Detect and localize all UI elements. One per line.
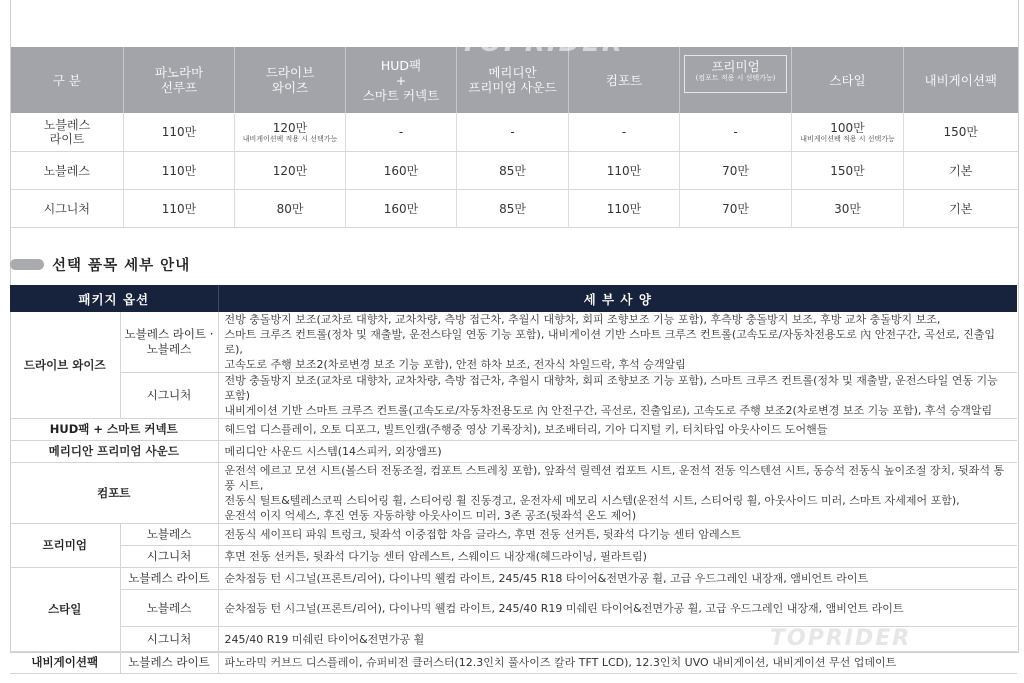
spec-text: 245/40 R19 미쉐린 타이어&전면가공 휠 — [218, 627, 1017, 652]
spec-text: 순차점등 턴 시그널(프론트/리어), 다이나믹 웰컴 라이트, 245/45 R18 타이어&전면가공 휠, 고급 우드그레인 내장재, 앰비언트 라이트 — [218, 568, 1017, 590]
trim-label: 노블레스 — [120, 524, 218, 546]
trim-label: 노블레스 라이트 — [120, 568, 218, 590]
price-cell: - — [680, 113, 792, 152]
package-name-hud: HUD팩 + 스마트 커넥트 — [10, 419, 218, 441]
spec-text: 후면 전동 선커튼, 뒷좌석 다기능 센터 암레스트, 스웨이드 내장재(헤드라이닝, 필라트림) — [218, 546, 1017, 568]
spec-text: 메리디안 사운드 시스템(14스피커, 외장앰프) — [218, 441, 1017, 463]
header-premium — [680, 47, 792, 113]
spec-text: 전방 충돌방지 보조(교차로 대향차, 교차차량, 측방 접근차, 추월시 대향차, 회피 조향보조 기능 포함), 스마트 크루즈 컨트롤(정차 및 재출발, 운전스타일 연동 기능 포함) 내비게이션 기반 스마트 크루즈 컨트롤(고속도로/자동차전용도로 內 안전구간, 곡선로, 진출입로), 고속도로 주행 보조2(차로변경 보조 기능 포함), 후석 승객알림 — [218, 373, 1017, 419]
price-cell: 85만 — [457, 190, 569, 228]
header-premium-label: 프리미엄 — [711, 59, 760, 74]
price-row-signature — [11, 190, 1018, 228]
price-cell: 기본 — [904, 190, 1018, 228]
section-heading — [10, 254, 190, 275]
header-comfort: 컴포트 — [569, 47, 680, 113]
spec-text: 전동식 세이프티 파워 트렁크, 뒷좌석 이중접합 차음 글라스, 후면 전동 선커튼, 뒷좌석 다기능 센터 암레스트 — [218, 524, 1017, 546]
spec-text: 순차점등 턴 시그널(프론트/리어), 다이나믹 웰컴 라이트, 245/40 R19 미쉐린 타이어&전면가공 휠, 고급 우드그레인 내장재, 앰비언트 라이트 — [218, 590, 1017, 627]
watermark-bottom: TOPRIDER — [770, 626, 912, 651]
package-name-drive-wise: 드라이브 와이즈 — [10, 312, 120, 419]
price-cell: 기본 — [904, 152, 1018, 190]
price-cell — [792, 113, 904, 152]
price-cell: - — [346, 113, 457, 152]
spec-text: 헤드업 디스플레이, 오토 디포그, 빌트인캠(주행중 영상 기록장치), 보조배터리, 기아 디지털 키, 터치타입 아웃사이드 도어핸들 — [218, 419, 1017, 441]
header-style: 스타일 — [792, 47, 904, 113]
price-cell: 160만 — [346, 152, 457, 190]
header-meridian-sound: 메리디안 프리미엄 사운드 — [457, 47, 569, 113]
detail-row-premium-1 — [10, 524, 1017, 546]
spec-text: 파노라믹 커브드 디스플레이, 슈퍼비전 클러스터(12.3인치 풀사이즈 칼라 TFT LCD), 12.3인치 UVO 내비게이션, 내비게이션 무선 업데이트 — [218, 652, 1017, 674]
watermark: TOPRIDER — [460, 28, 624, 58]
detail-row-drive-wise-2 — [10, 373, 1017, 419]
header-navigation-pack: 내비게이션팩 — [904, 47, 1018, 113]
detail-row-hud — [10, 419, 1017, 441]
price-note: 내비게이션팩 적용 시 선택가능 — [242, 134, 338, 143]
section-title: 선택 품목 세부 안내 — [52, 258, 191, 274]
option-detail-table — [10, 285, 1017, 674]
price-cell: 150만 — [904, 113, 1018, 152]
detail-row-style-2 — [10, 590, 1017, 627]
header-spec: 세 부 사 양 — [218, 285, 1017, 312]
price-cell: - — [457, 113, 569, 152]
header-category: 구 분 — [11, 47, 124, 113]
trim-label: 노블레스 라이트 — [120, 652, 218, 674]
spec-text: 운전석 에르고 모션 시트(볼스터 전동조절, 컴포트 스트레칭 포함), 앞좌석 릴렉션 컴포트 시트, 운전석 전동 익스텐션 시트, 동승석 전동식 높이조절 장치, 뒷좌석 통풍 시트, 전동식 틸트&텔레스코픽 스티어링 휠, 스티어링 휠 진동경고, 운전자세 메모리 시스템(운전석 시트, 스티어링 휠, 아웃사이드 미러, 스마트 자세제어 포함), 운전석 이지 억세스, 후진 연동 자동하향 아웃사이드 미러, 3존 공조(뒷좌석 온도 제어) — [218, 463, 1017, 524]
price-row-noblesse-light — [11, 113, 1018, 152]
trim-cell: 노블레스 라이트 — [11, 113, 124, 152]
header-package-option: 패키지 옵션 — [10, 285, 218, 312]
price-cell: 70만 — [680, 152, 792, 190]
package-name-comfort: 컴포트 — [10, 463, 218, 524]
header-premium-note: (컴포트 적용 시 선택가능) — [695, 74, 776, 82]
detail-row-meridian — [10, 441, 1017, 463]
price-cell: 30만 — [792, 190, 904, 228]
trim-label: 노블레스 — [120, 590, 218, 627]
package-name-premium: 프리미엄 — [10, 524, 120, 568]
trim-cell: 노블레스 — [11, 152, 124, 190]
detail-row-comfort — [10, 463, 1017, 524]
option-price-table — [10, 47, 1018, 228]
package-name-navigation: 내비게이션팩 — [10, 652, 120, 674]
price-cell: 85만 — [457, 152, 569, 190]
trim-label: 시그니처 — [120, 373, 218, 419]
price-cell: 160만 — [346, 190, 457, 228]
package-name-style: 스타일 — [10, 568, 120, 652]
price-cell: 110만 — [124, 190, 235, 228]
price-cell: 110만 — [124, 152, 235, 190]
price-cell: - — [569, 113, 680, 152]
header-drive-wise: 드라이브 와이즈 — [235, 47, 346, 113]
price-cell: 110만 — [569, 190, 680, 228]
section-bullet-icon — [10, 259, 44, 270]
price-value: 100만 — [830, 120, 865, 135]
price-cell: 70만 — [680, 190, 792, 228]
trim-cell: 시그니처 — [11, 190, 124, 228]
trim-label: 시그니처 — [120, 627, 218, 652]
header-panorama-sunroof: 파노라마 선루프 — [124, 47, 235, 113]
price-note: 내비게이션팩 적용 시 선택가능 — [800, 134, 895, 143]
price-cell: 150만 — [792, 152, 904, 190]
price-row-noblesse — [11, 152, 1018, 190]
detail-row-premium-2 — [10, 546, 1017, 568]
trim-label: 노블레스 라이트 · 노블레스 — [120, 312, 218, 373]
spec-text: 전방 충돌방지 보조(교차로 대향차, 교차차량, 측방 접근차, 추월시 대향차, 회피 조향보조 기능 포함), 후측방 충돌방지 보조, 후방 교차 충돌방지 보조, 스마트 크루즈 컨트롤(정차 및 재출발, 운전스타일 연동 기능 포함), 내비게이션 기반 스마트 크루즈 컨트롤(고속도로/자동차전용도로 內 안전구간, 곡선로, 진출입로), 고속도로 주행 보조2(차로변경 보조 기능 포함), 안전 하차 보조, 전자식 차일드락, 후석 승객알림 — [218, 312, 1017, 373]
detail-row-style-1 — [10, 568, 1017, 590]
detail-row-navigation — [10, 652, 1017, 674]
price-cell: 110만 — [124, 113, 235, 152]
trim-label: 시그니처 — [120, 546, 218, 568]
detail-header-row — [10, 285, 1017, 312]
package-name-meridian: 메리디안 프리미엄 사운드 — [10, 441, 218, 463]
header-hud-pack: HUD팩 + 스마트 커넥트 — [346, 47, 457, 113]
price-cell: 80만 — [235, 190, 346, 228]
price-cell: 120만 — [235, 152, 346, 190]
price-value: 120만 — [272, 120, 308, 135]
price-cell: 110만 — [569, 152, 680, 190]
price-cell — [235, 113, 346, 152]
detail-row-drive-wise-1 — [10, 312, 1017, 373]
